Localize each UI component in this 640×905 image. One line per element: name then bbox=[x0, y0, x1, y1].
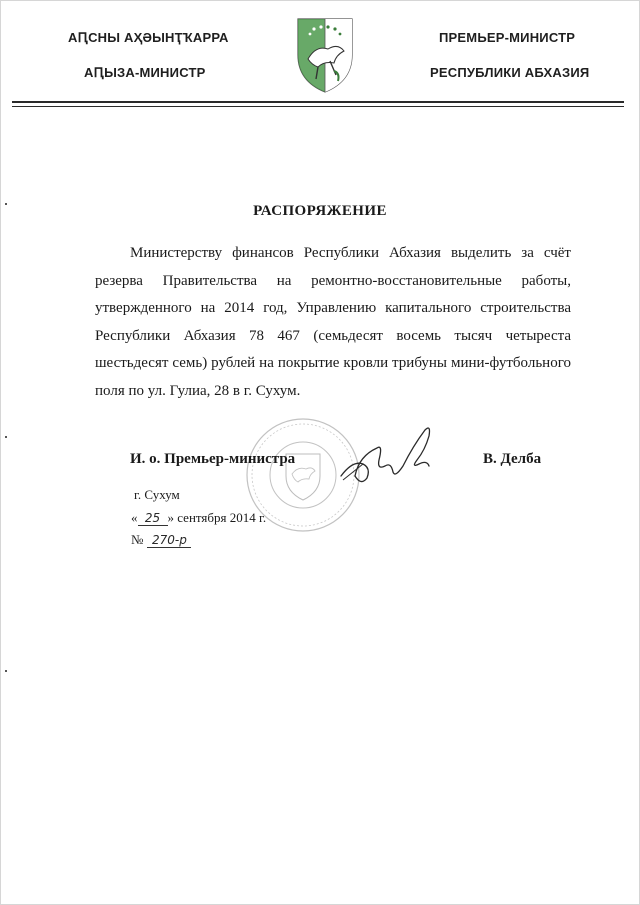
header-left-line1: АԤСНЫ АҲӘЫНҬҠАРРА bbox=[68, 30, 229, 45]
scan-mark bbox=[5, 436, 7, 438]
scan-mark bbox=[5, 670, 7, 672]
date-quote-open: « bbox=[131, 510, 138, 525]
document-city: г. Сухум bbox=[134, 487, 180, 502]
document-number bbox=[131, 532, 191, 548]
header-left-line2: АԤЫЗА-МИНИСТР bbox=[84, 65, 206, 80]
coat-of-arms-emblem bbox=[294, 15, 356, 95]
signatory-title: И. о. Премьер-министра bbox=[130, 451, 296, 467]
document-date bbox=[131, 510, 266, 526]
number-prefix: № bbox=[131, 532, 144, 547]
date-rest: » сентября 2014 г. bbox=[167, 510, 267, 525]
document-title: РАСПОРЯЖЕНИЕ bbox=[253, 203, 387, 219]
header-right-line1: ПРЕМЬЕР-МИНИСТР bbox=[439, 30, 576, 45]
document-body: Министерству финансов Республики Абхазия выделить за счёт резерва Правительства на ремонтно-восстановительные работы, утвержденного на 2014 год, Управлению капитального строительства Республики Абхазия 78 467 (семьдесят восемь тысяч четыреста шестьдесят семь) рублей на покрытие кровли трибуны мини-футбольного поля по ул. Гулиа, 28 в г. Сухум. bbox=[95, 245, 571, 399]
scan-mark bbox=[5, 203, 7, 205]
handwritten-signature bbox=[333, 420, 445, 490]
signatory-name: В. Делба bbox=[483, 451, 542, 467]
date-day-handwritten: 25 bbox=[138, 512, 168, 526]
header-rule-thick bbox=[12, 101, 624, 103]
header-right-line2: РЕСПУБЛИКИ АБХАЗИЯ bbox=[430, 65, 590, 80]
header-rule-thin bbox=[12, 106, 624, 107]
number-handwritten: 270-р bbox=[147, 534, 191, 548]
